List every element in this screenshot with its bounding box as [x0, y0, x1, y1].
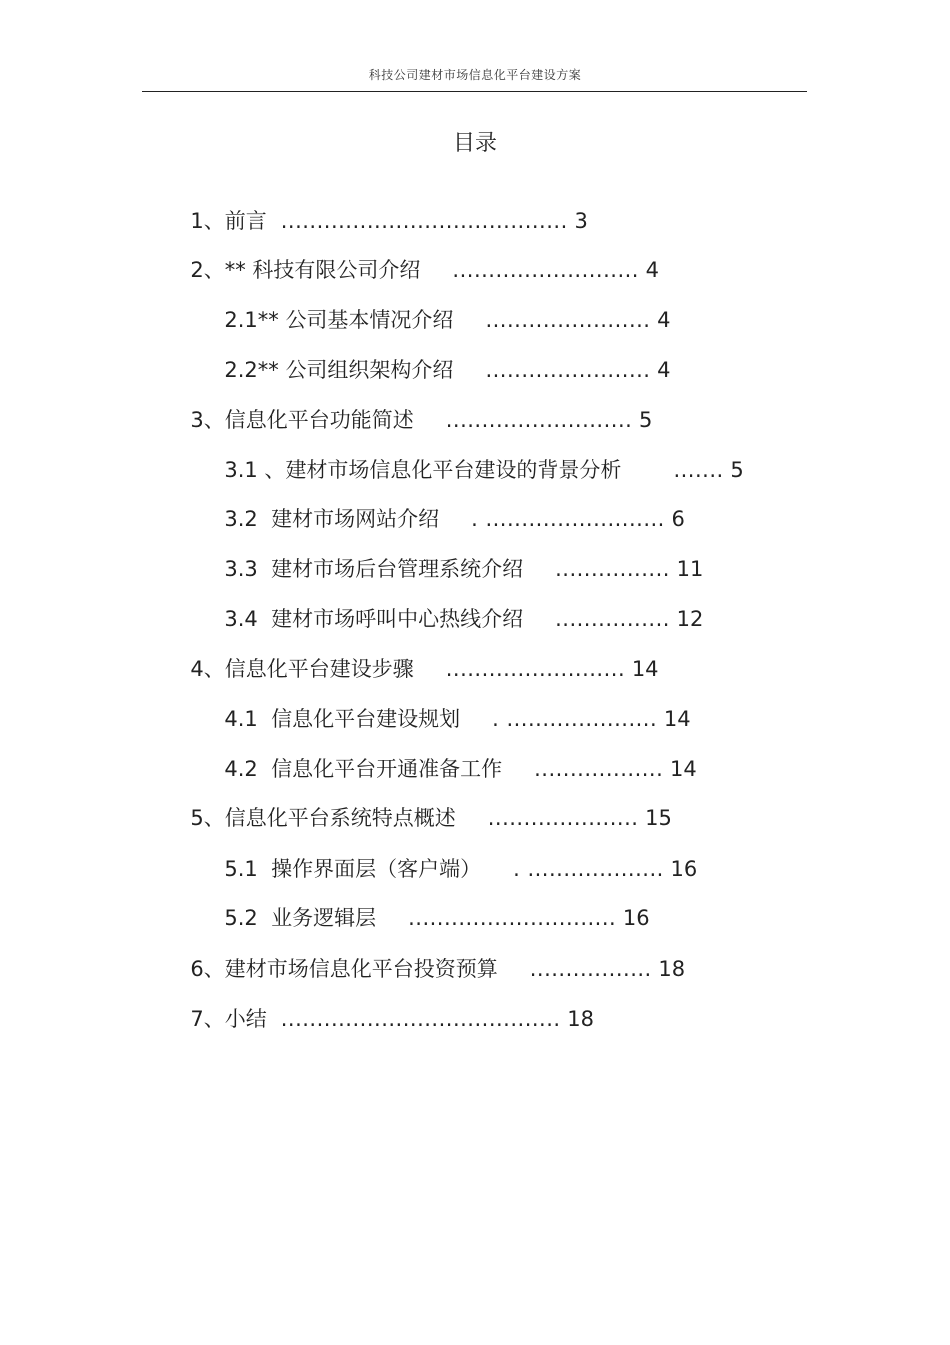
toc-leader-dots: .......................: [485, 308, 651, 332]
toc-entry-title: 信息化平台系统特点概述: [224, 806, 456, 830]
toc-entry-title: 公司基本情况介绍: [285, 308, 454, 332]
toc-entry-title: 建材市场网站介绍: [271, 507, 440, 531]
toc-entry-title: 建材市场信息化平台建设的背景分析: [285, 458, 622, 482]
toc-entry-number: 4.2: [224, 757, 272, 781]
toc-entry-number: 2.1**: [224, 308, 286, 332]
toc-entry-number: 3.4: [224, 607, 272, 631]
toc-page-number: 18: [658, 957, 686, 981]
toc-entry-3-4[interactable]: [211, 577, 703, 633]
toc-entry-title: 信息化平台建设规划: [271, 707, 461, 731]
toc-page-number: 3: [574, 209, 588, 233]
toc-page-number: 6: [671, 507, 685, 531]
toc-page-number: 18: [567, 1007, 594, 1031]
toc-entry-number: 4.1: [224, 707, 272, 731]
toc-page-number: 16: [622, 906, 650, 930]
toc-entry-title: 业务逻辑层: [271, 906, 377, 930]
toc-leader-dots: .............................: [408, 906, 617, 930]
toc-page-number: 4: [645, 258, 660, 282]
toc-entry-title: 操作界面层（客户端）: [271, 857, 482, 881]
toc-entry-title: 信息化平台功能简述: [224, 408, 414, 432]
toc-entry-2-1[interactable]: [211, 278, 671, 334]
toc-entry-number: 5.1: [224, 857, 272, 881]
toc-entry-5[interactable]: [177, 776, 672, 832]
header-divider: [142, 91, 807, 92]
toc-page-number: 5: [730, 458, 744, 482]
toc-entry-2-2[interactable]: [211, 328, 671, 384]
toc-entry-title: 小结: [224, 1007, 267, 1031]
toc-leader-dots: . .....................: [492, 707, 658, 731]
toc-entry-number: 2、: [190, 258, 225, 282]
toc-entry-title: 公司组织架构介绍: [285, 358, 454, 382]
toc-entry-title: 建材市场呼叫中心热线介绍: [271, 607, 524, 631]
toc-entry-4[interactable]: [177, 627, 659, 683]
toc-entry-3-3[interactable]: [211, 527, 703, 583]
toc-leader-dots: .......................................: [280, 1007, 561, 1031]
toc-title: 目录: [452, 131, 497, 156]
toc-entry-title: 建材市场后台管理系统介绍: [271, 557, 524, 581]
toc-leader-dots: ..................: [534, 757, 664, 781]
toc-page-number: 5: [638, 408, 653, 432]
toc-page-number: 14: [663, 707, 691, 731]
toc-leader-dots: .....................: [487, 806, 639, 830]
toc-entry-5-2[interactable]: [211, 876, 650, 932]
toc-entry-7[interactable]: [177, 977, 594, 1033]
toc-leader-dots: ................: [555, 557, 670, 581]
toc-entry-4-2[interactable]: [211, 727, 697, 783]
toc-leader-dots: .........................: [445, 657, 626, 681]
toc-entry-number: 7、: [190, 1007, 225, 1031]
toc-entry-3-1[interactable]: [211, 428, 744, 484]
toc-entry-title: 信息化平台建设步骤: [224, 657, 414, 681]
toc-entry-1[interactable]: [177, 179, 588, 235]
toc-page-number: 11: [676, 557, 704, 581]
toc-entry-4-1[interactable]: [211, 677, 691, 733]
toc-leader-dots: ........................................: [280, 209, 568, 233]
toc-entry-title: 信息化平台开通准备工作: [271, 757, 503, 781]
toc-entry-title: 前言: [224, 209, 267, 233]
toc-entry-number: 4、: [190, 657, 225, 681]
toc-leader-dots: . ...................: [513, 857, 664, 881]
toc-leader-dots: ..........................: [445, 408, 633, 432]
toc-entry-number: 3.1 、: [224, 458, 286, 482]
toc-entry-number: 3.3: [224, 557, 272, 581]
toc-page-number: 12: [676, 607, 704, 631]
toc-entry-title: ** 科技有限公司介绍: [224, 258, 421, 282]
toc-entry-6[interactable]: [177, 927, 685, 983]
toc-leader-dots: .......................: [485, 358, 651, 382]
toc-entry-3-2[interactable]: [211, 477, 685, 533]
toc-page-number: 4: [657, 358, 671, 382]
toc-page-number: 16: [670, 857, 698, 881]
toc-entry-number: 3.2: [224, 507, 272, 531]
toc-entry-number: 3、: [190, 408, 225, 432]
toc-page-number: 15: [645, 806, 672, 830]
toc-entry-number: 5.2: [224, 906, 272, 930]
toc-leader-dots: .................: [529, 957, 652, 981]
toc-leader-dots: .......: [673, 458, 724, 482]
toc-entry-number: 6、: [190, 957, 225, 981]
toc-leader-dots: . .........................: [471, 507, 665, 531]
toc-entry-number: 1、: [190, 209, 225, 233]
toc-entry-title: 建材市场信息化平台投资预算: [224, 957, 498, 981]
toc-page-number: 4: [657, 308, 671, 332]
toc-entry-5-1[interactable]: [211, 827, 697, 883]
toc-entry-number: 2.2**: [224, 358, 286, 382]
running-header: 科技公司建材市场信息化平台建设方案: [368, 68, 582, 82]
toc-entry-number: 5、: [190, 806, 225, 830]
toc-leader-dots: ................: [555, 607, 670, 631]
toc-leader-dots: ..........................: [452, 258, 639, 282]
toc-entry-3[interactable]: [177, 378, 652, 434]
toc-page-number: 14: [631, 657, 659, 681]
toc-entry-2[interactable]: [177, 228, 659, 284]
toc-page-number: 14: [669, 757, 697, 781]
